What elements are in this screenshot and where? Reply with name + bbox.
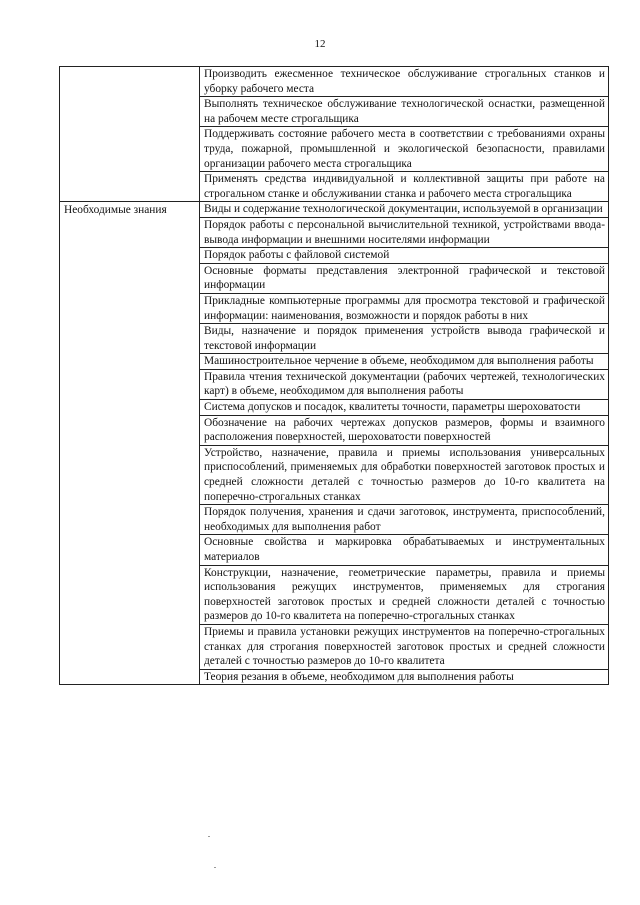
table-row	[60, 67, 609, 97]
table-cell: Виды и содержание технологической документации, используемой в организации	[200, 202, 609, 218]
page-number: 12	[314, 38, 326, 50]
table-cell: Прикладные компьютерные программы для просмотра текстовой и графической информации: наименования, возможности и порядок работы в них	[200, 293, 609, 323]
table-cell: Обозначение на рабочих чертежах допусков размеров, формы и взаимного расположения поверхностей, шероховатости поверхностей	[200, 415, 609, 445]
table-cell: Машиностроительное черчение в объеме, необходимом для выполнения работы	[200, 354, 609, 370]
table-cell: Порядок работы с персональной вычислительной техникой, устройствами ввода-вывода информации и внешними носителями информации	[200, 217, 609, 247]
table-cell: Виды, назначение и порядок применения устройств вывода графической и текстовой информации	[200, 324, 609, 354]
table-cell: Правила чтения технической документации (рабочих чертежей, технологических карт) в объеме, необходимом для выполнения работы	[200, 369, 609, 399]
table-row	[60, 202, 609, 218]
scan-speck	[214, 867, 216, 868]
table-cell: Устройство, назначение, правила и приемы использования универсальных приспособлений, применяемых для обработки поверхностей заготовок простых и средней сложности деталей с точностью размеров до 10-го квалитета на поперечно-строгальных станках	[200, 445, 609, 504]
table-cell: Порядок работы с файловой системой	[200, 248, 609, 264]
requirements-table	[59, 66, 609, 685]
table-cell: Порядок получения, хранения и сдачи заготовок, инструмента, приспособлений, необходимых для выполнения работ	[200, 505, 609, 535]
table-cell: Производить ежесменное техническое обслуживание строгальных станков и уборку рабочего места	[200, 67, 609, 97]
table-cell: Система допусков и посадок, квалитеты точности, параметры шероховатости	[200, 400, 609, 416]
table-cell: Основные форматы представления электронной графической и текстовой информации	[200, 263, 609, 293]
scan-speck	[208, 836, 210, 837]
table-cell: Применять средства индивидуальной и коллективной защиты при работе на строгальном станке и обслуживании станка и рабочего места строгальщика	[200, 172, 609, 202]
table-cell: Выполнять техническое обслуживание технологической оснастки, размещенной на рабочем месте строгальщика	[200, 97, 609, 127]
knowledge-label-cell	[60, 202, 200, 685]
table-cell: Поддерживать состояние рабочего места в соответствии с требованиями охраны труда, пожарной, промышленной и экологической безопасности, правилами организации рабочего места строгальщика	[200, 127, 609, 172]
knowledge-label: Необходимые знания	[64, 204, 167, 217]
table-cell: Теория резания в объеме, необходимом для выполнения работы	[200, 669, 609, 685]
table-cell: Основные свойства и маркировка обрабатываемых и инструментальных материалов	[200, 535, 609, 565]
empty-label-cell	[60, 67, 200, 202]
table-cell: Приемы и правила установки режущих инструментов на поперечно-строгальных станках для строгания поверхностей заготовок простых и средней сложности деталей с точностью размеров до 10-го квалитета	[200, 624, 609, 669]
table-cell: Конструкции, назначение, геометрические параметры, правила и приемы использования режущих инструментов, применяемых для строгания поверхностей заготовок простых и средней сложности деталей с точностью размеров до 10-го квалитета на поперечно-строгальных станках	[200, 565, 609, 624]
